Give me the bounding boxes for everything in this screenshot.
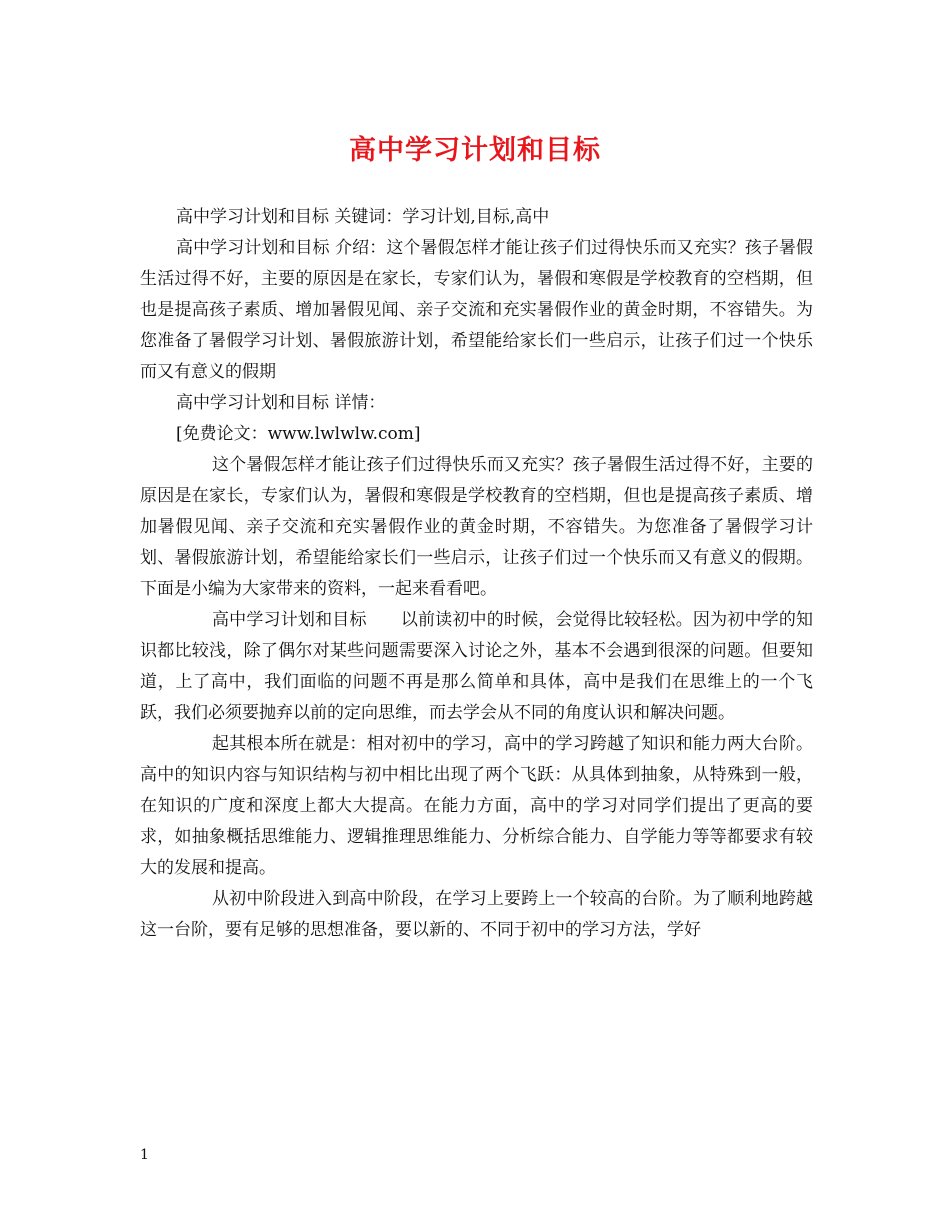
paragraph-2 xyxy=(140,605,813,729)
page-number: 1 xyxy=(140,1147,149,1163)
paragraph-2-lead: 高中学习计划和目标 xyxy=(212,610,367,630)
intro-paragraph: 高中学习计划和目标 介绍：这个暑假怎样才能让孩子们过得快乐而又充实？孩子暑假生活过得不好，主要的原因是在家长，专家们认为，暑假和寒假是学校教育的空档期，但也是提高孩子素质、增加暑假见闻、亲子交流和充实暑假作业的黄金时期，不容错失。为您准备了暑假学习计划、暑假旅游计划，希望能给家长们一些启示，让孩子们过一个快乐而又有意义的假期 xyxy=(140,238,813,382)
paragraph-2-body: 以前读初中的时候，会觉得比较轻松。因为初中学的知识都比较浅，除了偶尔对某些问题需要深入讨论之外，基本不会遇到很深的问题。但要知道，上了高中，我们面临的问题不再是那么简单和具体，高中是我们在思维上的一个飞跃，我们必须要抛弃以前的定向思维，而去学会从不同的角度认识和解决问题。 xyxy=(140,610,814,723)
paragraph-3: 起其根本所在就是：相对初中的学习，高中的学习跨越了知识和能力两大台阶。高中的知识内容与知识结构与初中相比出现了两个飞跃：从具体到抽象，从特殊到一般，在知识的广度和深度上都大大提高。在能力方面，高中的学习对同学们提出了更高的要求，如抽象概括思维能力、逻辑推理思维能力、分析综合能力、自学能力等等都要求有较大的发展和提高。 xyxy=(140,734,813,878)
keywords-line: 高中学习计划和目标 关键词：学习计划,目标,高中 xyxy=(176,207,550,227)
document-title: 高中学习计划和目标 xyxy=(349,135,601,166)
paragraph-4: 从初中阶段进入到高中阶段，在学习上要跨上一个较高的台阶。为了顺利地跨越这一台阶，要有足够的思想准备，要以新的、不同于初中的学习方法，学好 xyxy=(140,889,813,940)
details-line: 高中学习计划和目标 详情： xyxy=(176,393,386,413)
source-line: [免费论文：www.lwlwlw.com] xyxy=(176,424,421,444)
document-body xyxy=(140,202,813,946)
paragraph-1: 这个暑假怎样才能让孩子们过得快乐而又充实？孩子暑假生活过得不好，主要的原因是在家长，专家们认为，暑假和寒假是学校教育的空档期，但也是提高孩子素质、增加暑假见闻、亲子交流和充实暑假作业的黄金时期，不容错失。为您准备了暑假学习计划、暑假旅游计划，希望能给家长们一些启示，让孩子们过一个快乐而又有意义的假期。下面是小编为大家带来的资料，一起来看看吧。 xyxy=(140,455,813,599)
